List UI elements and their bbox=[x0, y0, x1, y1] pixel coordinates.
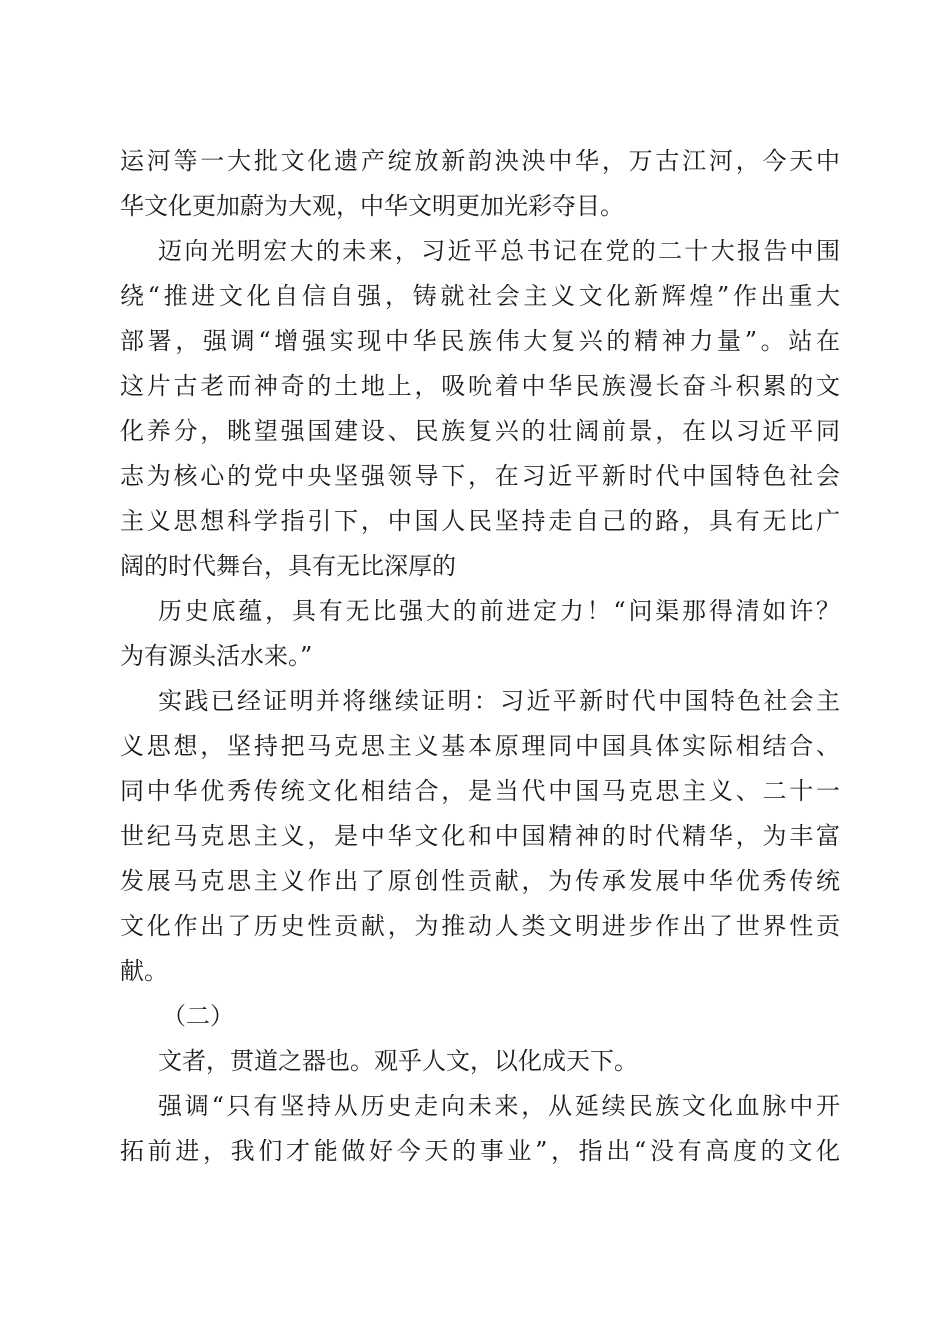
paragraph-3-line-2: 为有源头活水来。” bbox=[120, 642, 313, 670]
paragraph-4-line-2: 义思想，坚持把马克思主义基本原理同中国具体实际相结合、 bbox=[120, 732, 840, 760]
paragraph-6-line-1: 强调“只有坚持从历史走向未来，从延续民族文化血脉中开 bbox=[158, 1092, 840, 1120]
paragraph-2-line-2: 绕“推进文化自信自强，铸就社会主义文化新辉煌”作出重大 bbox=[120, 282, 840, 310]
paragraph-2-line-7: 主义思想科学指引下，中国人民坚持走自己的路，具有无比广 bbox=[120, 507, 840, 535]
paragraph-4-line-7: 献。 bbox=[120, 957, 168, 985]
paragraph-4-line-1: 实践已经证明并将继续证明：习近平新时代中国特色社会主 bbox=[158, 687, 840, 715]
section-heading: （二） bbox=[162, 1002, 234, 1030]
paragraph-6-line-2: 拓前进，我们才能做好今天的事业”，指出“没有高度的文化 bbox=[120, 1137, 840, 1165]
paragraph-2-line-5: 化养分，眺望强国建设、民族复兴的壮阔前景，在以习近平同 bbox=[120, 417, 840, 445]
paragraph-1-line-2: 华文化更加蔚为大观，中华文明更加光彩夺目。 bbox=[120, 192, 624, 220]
paragraph-4-line-4: 世纪马克思主义，是中华文化和中国精神的时代精华，为丰富 bbox=[120, 822, 840, 850]
paragraph-2-line-8: 阔的时代舞台，具有无比深厚的 bbox=[120, 552, 456, 580]
paragraph-1-line-1: 运河等一大批文化遗产绽放新韵泱泱中华，万古江河，今天中 bbox=[120, 147, 840, 175]
paragraph-3-line-1: 历史底蕴，具有无比强大的前进定力！“问渠那得清如许？ bbox=[158, 597, 840, 625]
paragraph-2-line-6: 志为核心的党中央坚强领导下，在习近平新时代中国特色社会 bbox=[120, 462, 840, 490]
paragraph-5-line-1: 文者，贯道之器也。观乎人文，以化成天下。 bbox=[158, 1047, 638, 1075]
paragraph-4-line-3: 同中华优秀传统文化相结合，是当代中国马克思主义、二十一 bbox=[120, 777, 840, 805]
paragraph-2-line-3: 部署，强调“增强实现中华民族伟大复兴的精神力量”。站在 bbox=[120, 327, 840, 355]
paragraph-2-line-4: 这片古老而神奇的土地上，吸吮着中华民族漫长奋斗积累的文 bbox=[120, 372, 840, 400]
paragraph-4-line-5: 发展马克思主义作出了原创性贡献，为传承发展中华优秀传统 bbox=[120, 867, 840, 895]
paragraph-2-line-1: 迈向光明宏大的未来，习近平总书记在党的二十大报告中围 bbox=[158, 237, 840, 265]
paragraph-4-line-6: 文化作出了历史性贡献，为推动人类文明进步作出了世界性贡 bbox=[120, 912, 840, 940]
